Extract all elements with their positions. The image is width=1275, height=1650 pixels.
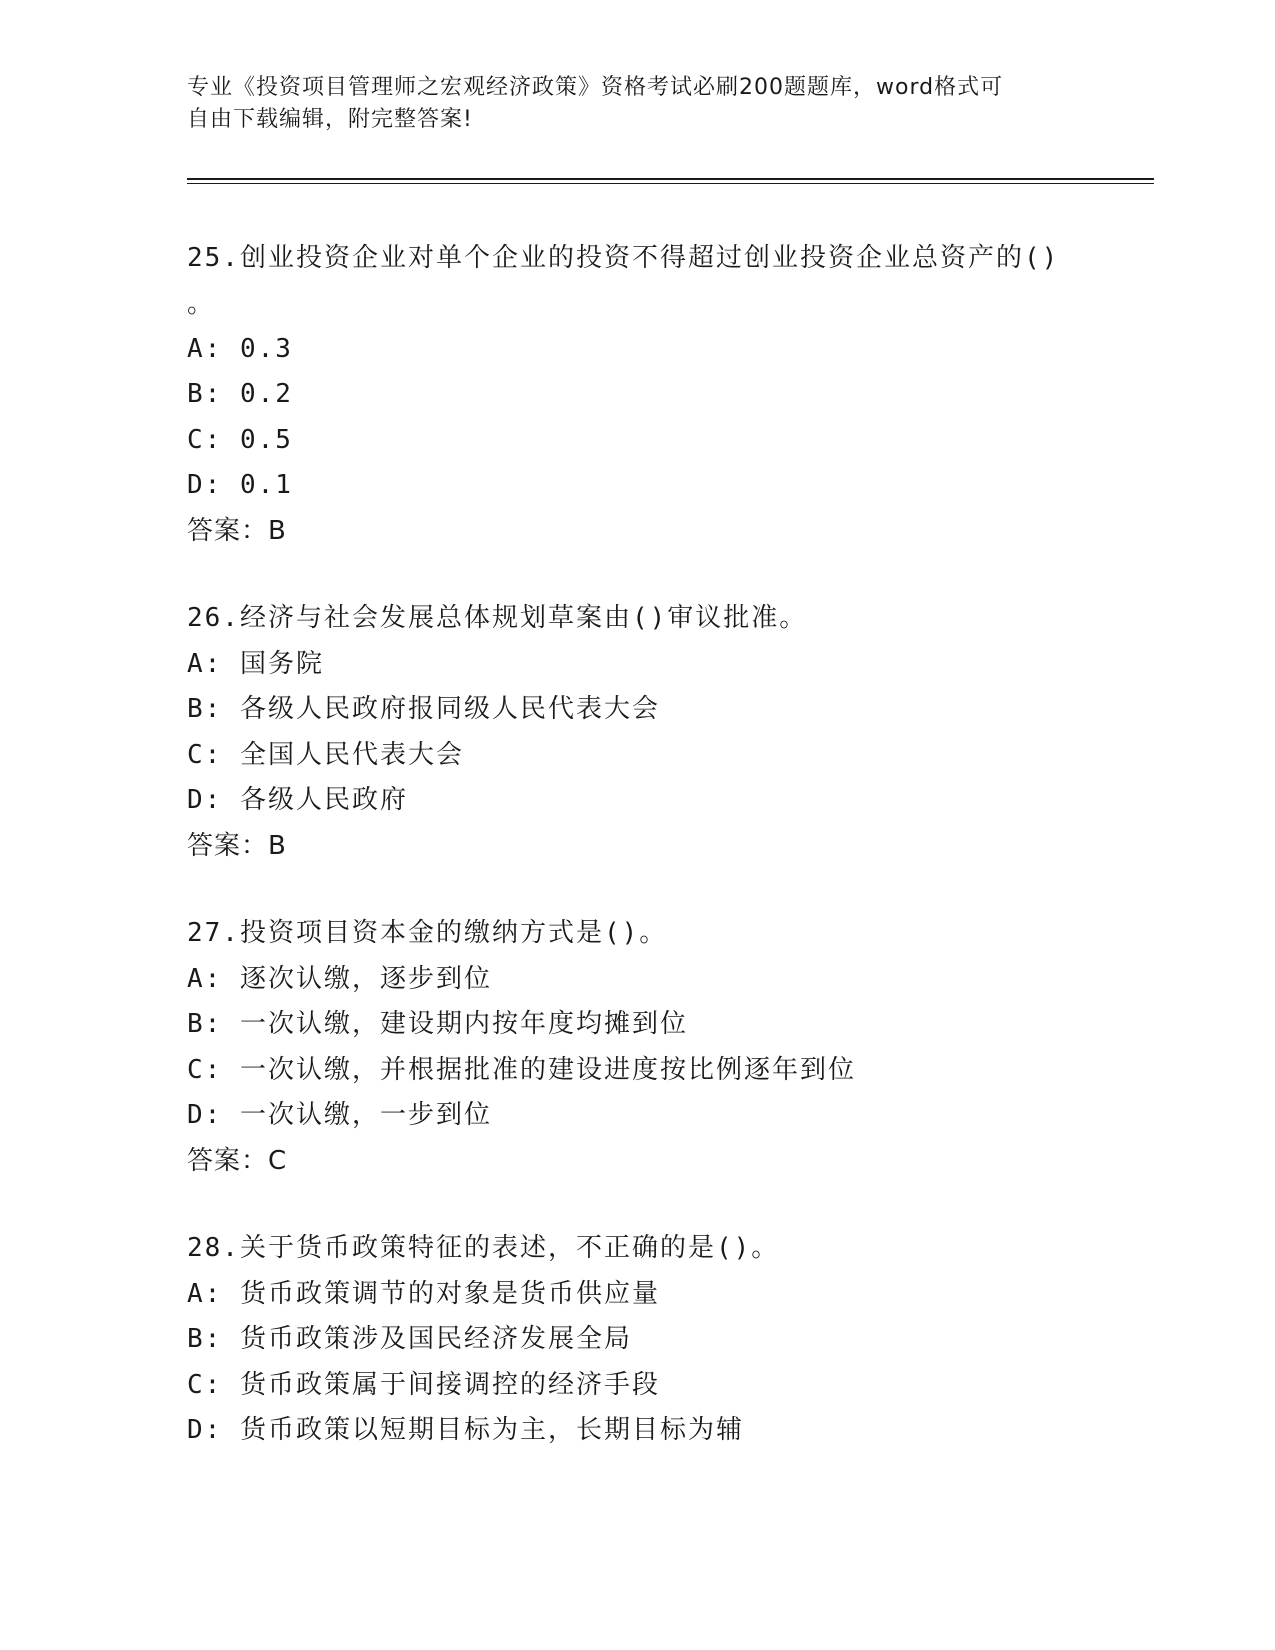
question-27 <box>187 911 1087 1184</box>
option-a: A: 国务院 <box>187 648 324 679</box>
option-a: A: 逐次认缴，逐步到位 <box>187 963 492 994</box>
question-stem: 27.投资项目资本金的缴纳方式是()。 <box>187 918 668 948</box>
question-stem: 28.关于货币政策特征的表述，不正确的是()。 <box>187 1233 780 1263</box>
option-a: A: 货币政策调节的对象是货币供应量 <box>187 1278 660 1309</box>
header-divider-thick <box>187 178 1154 180</box>
option-b: B: 0.2 <box>187 379 293 409</box>
option-c: C: 全国人民代表大会 <box>187 739 464 770</box>
option-b: B: 各级人民政府报同级人民代表大会 <box>187 694 660 724</box>
answer-label: 答案：C <box>187 1145 288 1176</box>
document-header <box>187 72 1077 136</box>
question-25 <box>187 236 1087 554</box>
question-stem: 25.创业投资企业对单个企业的投资不得超过创业投资企业总资产的() <box>187 243 1060 273</box>
option-b: B: 货币政策涉及国民经济发展全局 <box>187 1324 632 1354</box>
header-line-2: 自由下载编辑，附完整答案! <box>187 107 473 132</box>
option-d: D: 各级人民政府 <box>187 785 408 815</box>
option-d: D: 一次认缴，一步到位 <box>187 1100 492 1130</box>
question-28 <box>187 1226 1087 1454</box>
answer-label: 答案：B <box>187 830 287 861</box>
header-divider-thin <box>187 183 1154 184</box>
option-c: C: 0.5 <box>187 424 293 455</box>
question-26 <box>187 596 1087 869</box>
option-d: D: 0.1 <box>187 470 293 500</box>
question-list <box>187 236 1087 1496</box>
answer-label: 答案：B <box>187 515 287 546</box>
header-line-1: 专业《投资项目管理师之宏观经济政策》资格考试必刷200题题库，word格式可 <box>187 75 1004 100</box>
option-b: B: 一次认缴，建设期内按年度均摊到位 <box>187 1009 688 1039</box>
option-d: D: 货币政策以短期目标为主，长期目标为辅 <box>187 1415 744 1445</box>
option-a: A: 0.3 <box>187 333 293 364</box>
option-c: C: 一次认缴，并根据批准的建设进度按比例逐年到位 <box>187 1054 856 1085</box>
question-stem-tail: 。 <box>187 288 214 319</box>
option-c: C: 货币政策属于间接调控的经济手段 <box>187 1369 660 1400</box>
question-stem: 26.经济与社会发展总体规划草案由()审议批准。 <box>187 603 808 633</box>
